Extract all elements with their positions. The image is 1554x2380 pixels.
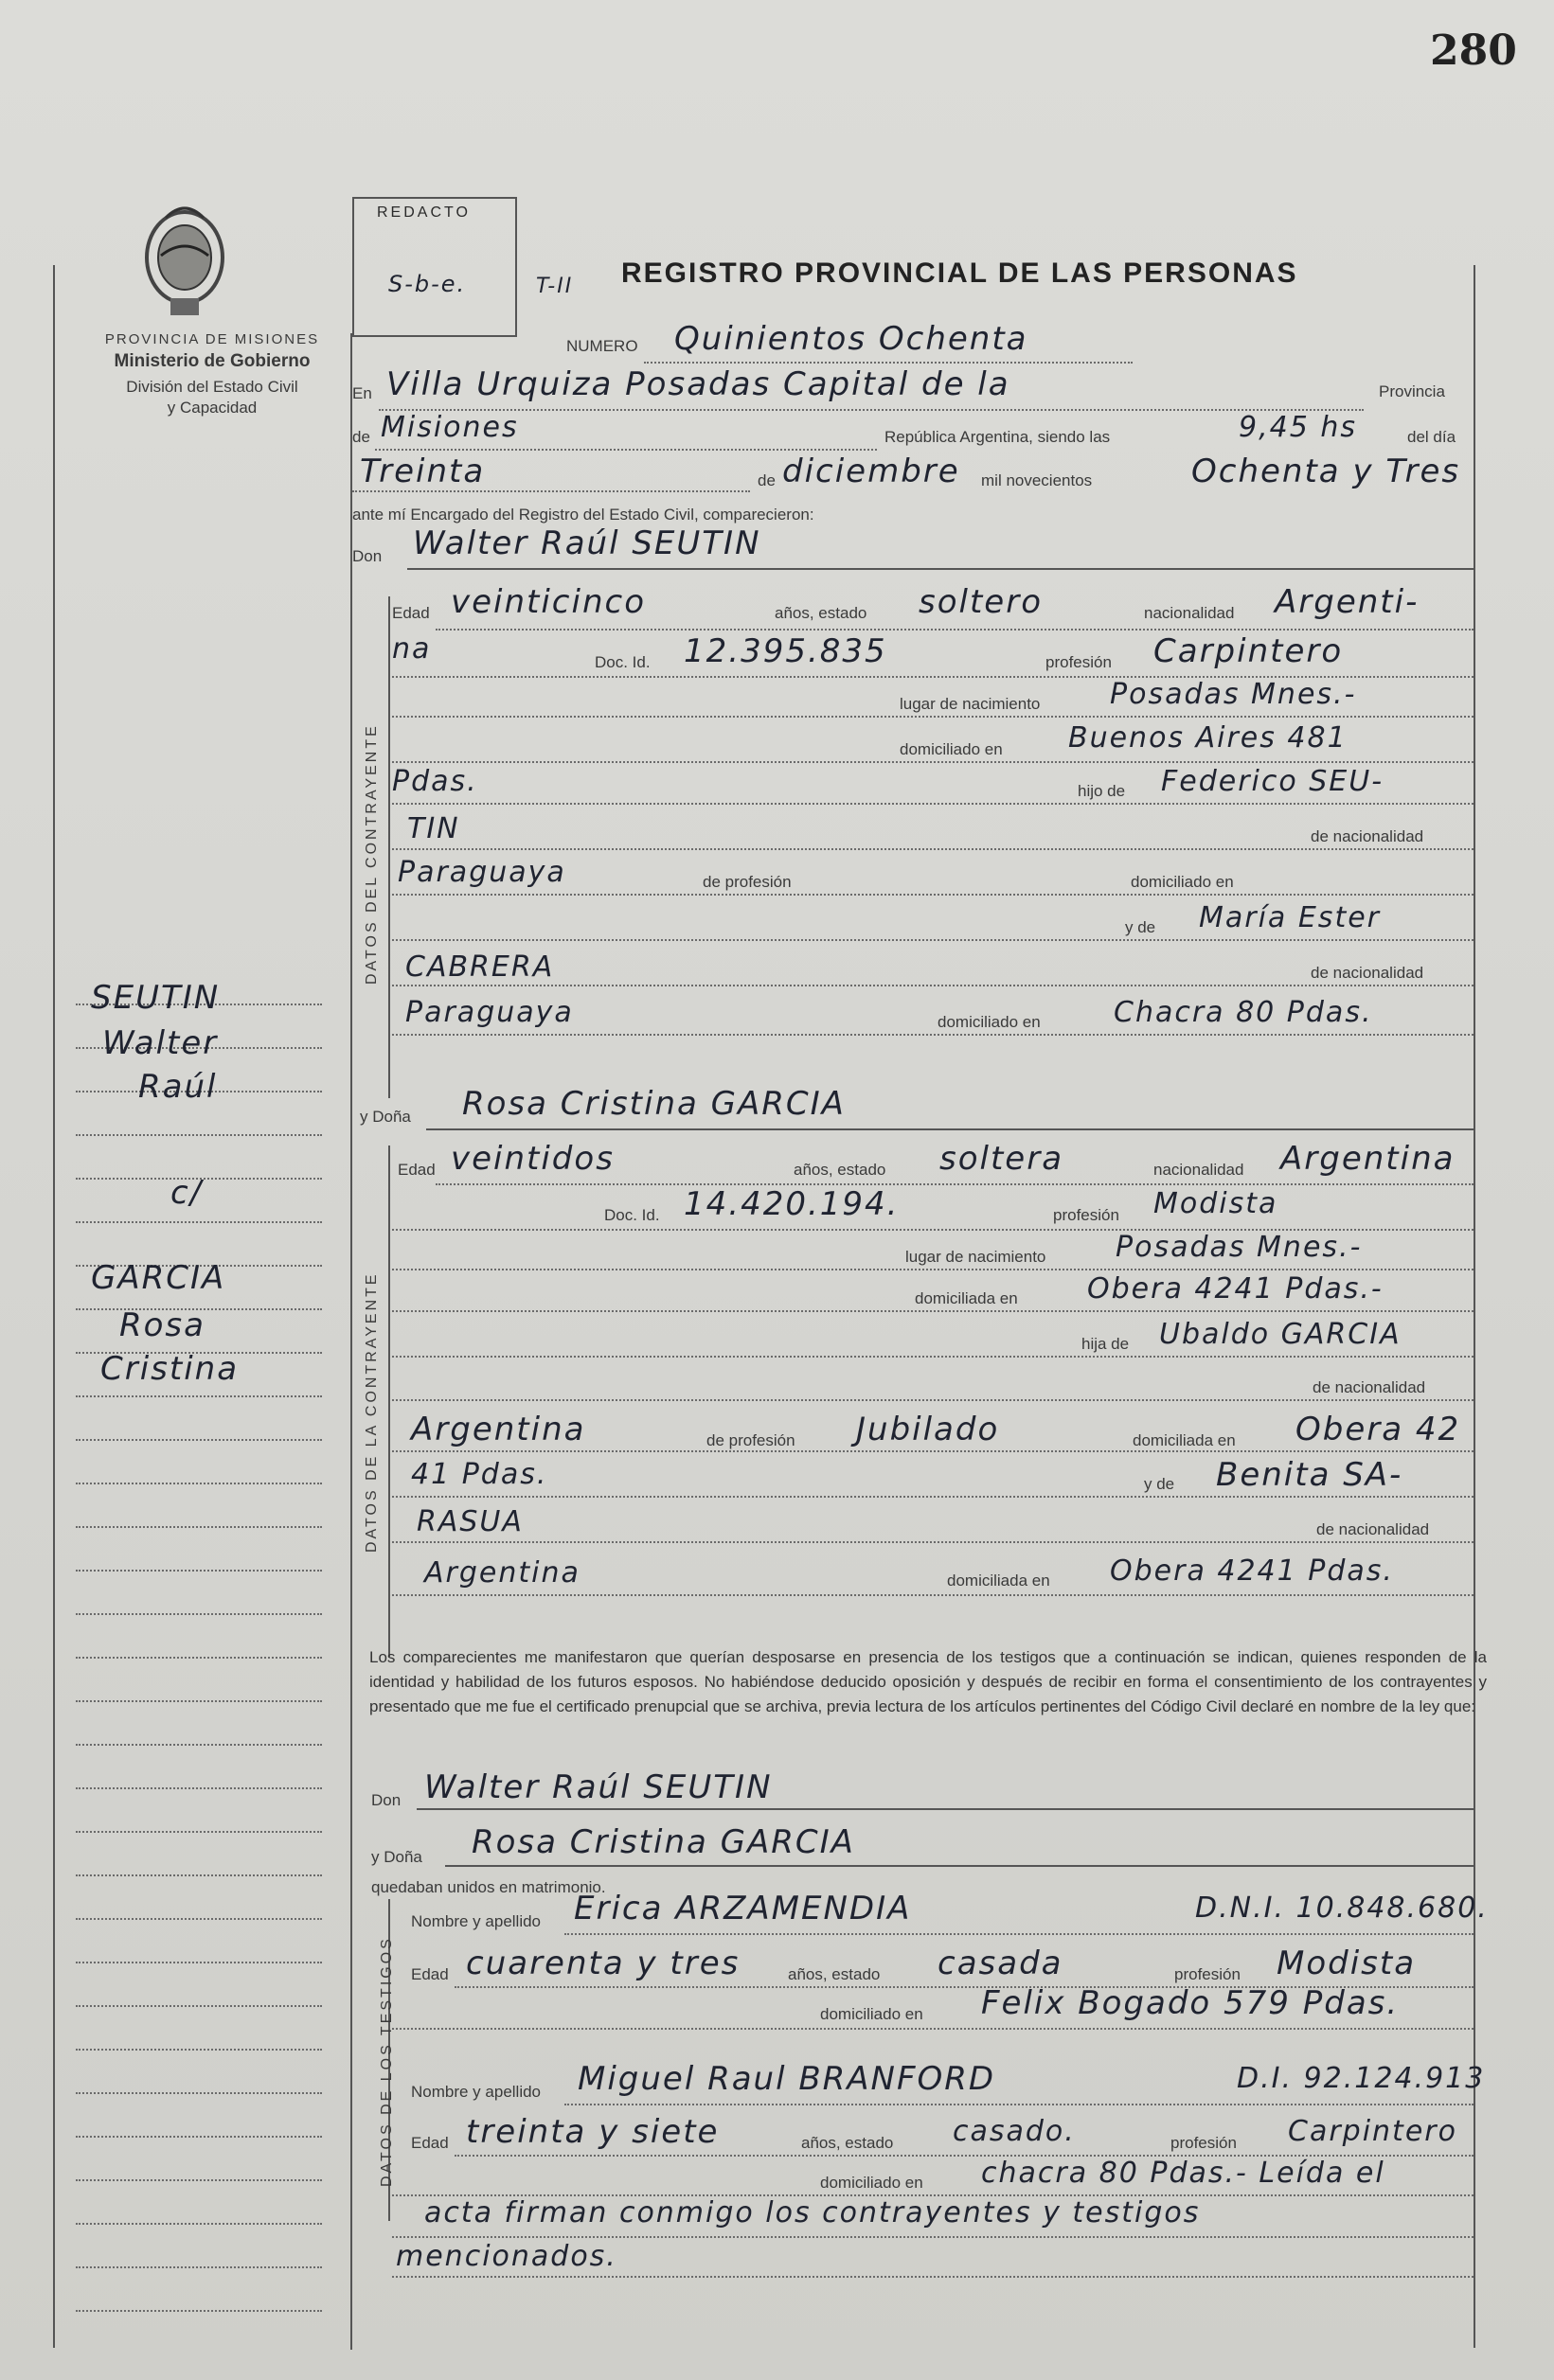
witness2-status: casado. (953, 2115, 1076, 2148)
margin-rule-line (76, 1657, 322, 1659)
witness1-age: cuarenta y tres (466, 1945, 741, 1982)
groom-doc: 12.395.835 (684, 632, 887, 670)
groom-profession: Carpintero (1153, 632, 1344, 670)
witness2-age: treinta y siete (466, 2113, 720, 2151)
w2-edad-label: Edad (411, 2134, 449, 2152)
redacto-label: REDACTO (377, 204, 471, 221)
provincia-label: Provincia (1379, 382, 1445, 400)
statement-don-label: Don (371, 1791, 402, 1809)
groom-status: soltero (919, 583, 1043, 621)
de-label: de (352, 428, 370, 446)
groom-father-nationality: Paraguaya (398, 856, 566, 889)
bride-nationality: Argentina (1280, 1140, 1456, 1178)
groom-lugar-label: lugar de nacimiento (900, 695, 1041, 713)
ante-text: ante mí Encargado del Registro del Estado Civil, comparecieron: (352, 506, 814, 524)
margin-rule-line (76, 1962, 322, 1963)
bride-y-de-label: y de (1144, 1475, 1175, 1493)
witness1-address: Felix Bogado 579 Pdas. (981, 1984, 1400, 2022)
margin-rule-line (76, 1483, 322, 1484)
groom-side-label: DATOS DEL CONTRAYENTE (364, 723, 380, 985)
groom-de-nac-label: de nacionalidad (1311, 827, 1424, 845)
statement-bride: Rosa Cristina GARCIA (472, 1823, 855, 1861)
act-number: Quinientos Ochenta (674, 320, 1028, 358)
margin-rule-line (76, 1744, 322, 1746)
bride-mother-address: Obera 4241 Pdas. (1110, 1554, 1394, 1588)
margin-with: c/ (170, 1174, 204, 1212)
don-label: Don (352, 547, 383, 565)
w1-dom-label: domiciliado en (820, 2005, 923, 2023)
margin-bride-surname: GARCIA (91, 1259, 226, 1297)
bride-birthplace: Posadas Mnes.- (1116, 1231, 1363, 1264)
act-day: Treinta (360, 453, 486, 490)
groom-doc-label: Doc. Id. (595, 653, 651, 671)
groom-nationality: Argenti- (1275, 583, 1420, 621)
bride-father-profession: Jubilado (856, 1411, 1000, 1448)
bride-mother-nac-label: de nacionalidad (1316, 1520, 1430, 1538)
groom-dom-label: domiciliado en (900, 740, 1003, 758)
groom-hijo-label: hijo de (1078, 782, 1126, 800)
groom-age: veinticinco (451, 583, 646, 621)
republica-label: República Argentina, siendo las (884, 428, 1111, 446)
margin-rule-line (76, 1613, 322, 1615)
w1-edad-label: Edad (411, 1965, 449, 1983)
margin-bride-second: Cristina (100, 1350, 240, 1388)
bride-status: soltera (939, 1140, 1064, 1178)
bride-anos-label: años, estado (794, 1161, 886, 1179)
statement-text: Los comparecientes me manifestaron que querían desposarse en presencia de los testigos que a continuación se indican, quienes responden de la identidad y habilidad de los futuros esposos. No habiéndose deducido oposición y después de recibir en forma el consentimiento de los contrayentes y presentado que me fue el certificado prenupcial que se archiva, previa lectura de los artículos pertinentes del Código Civil declaré en nombre de la ley que: (369, 1648, 1487, 1715)
bride-age: veintidos (451, 1140, 615, 1178)
bride-father-prof-label: de profesión (706, 1431, 795, 1449)
margin-rule-line (76, 1134, 322, 1136)
de-label-2: de (758, 471, 776, 489)
margin-rule-line (76, 1700, 322, 1702)
mil-label: mil novecientos (981, 471, 1093, 489)
bride-address: Obera 4241 Pdas.- (1087, 1272, 1384, 1305)
groom-y-de-label: y de (1125, 918, 1156, 936)
groom-mother-dom-label: domiciliado en (938, 1013, 1041, 1031)
witness1-name: Erica ARZAMENDIA (574, 1890, 912, 1927)
bride-mother-2: RASUA (417, 1505, 524, 1538)
bride-father-dom-label: domiciliada en (1133, 1431, 1236, 1449)
act-year: Ochenta y Tres (1191, 453, 1461, 490)
bride-mother-nationality: Argentina (424, 1556, 581, 1590)
province-name-value: Misiones (381, 411, 519, 444)
w1-prof-label: profesión (1174, 1965, 1241, 1983)
w2-dom-label: domiciliado en (820, 2174, 923, 2192)
bride-dom-label: domiciliada en (915, 1289, 1018, 1307)
groom-edad-label: Edad (392, 604, 430, 622)
statement-dona-label: y Doña (371, 1848, 422, 1866)
bride-mother-dom-label: domiciliada en (947, 1572, 1050, 1590)
groom-name: Walter Raúl SEUTIN (413, 524, 761, 562)
y-dona-label: y Doña (360, 1108, 411, 1126)
bride-nac-label: nacionalidad (1153, 1161, 1244, 1179)
w2-anos-label: años, estado (801, 2134, 894, 2152)
bride-name: Rosa Cristina GARCIA (462, 1085, 846, 1123)
margin-rule-line (76, 1526, 322, 1528)
w1-nombre-label: Nombre y apellido (411, 1912, 542, 1930)
groom-mother-nac-label: de nacionalidad (1311, 964, 1424, 982)
closing-line-1: acta firman conmigo los contrayentes y testigos (424, 2196, 1201, 2229)
act-month: diciembre (782, 453, 960, 490)
page-number: 280 (1430, 27, 1517, 75)
redacto-value: S-b-e. (388, 271, 467, 297)
document-title: REGISTRO PROVINCIAL DE LAS PERSONAS (621, 258, 1298, 289)
del-dia-label: del día (1407, 428, 1456, 446)
margin-rule-line (76, 2049, 322, 2051)
witness1-profession: Modista (1277, 1945, 1417, 1982)
margin-rule-line (76, 2005, 322, 2007)
margin-rule-line (76, 1570, 322, 1572)
act-hour: 9,45 hs (1239, 411, 1357, 444)
witness2-address: chacra 80 Pdas.- Leída el (981, 2157, 1385, 2190)
groom-birthplace: Posadas Mnes.- (1110, 678, 1357, 711)
margin-rule-line (76, 1874, 322, 1876)
bride-hija-label: hija de (1081, 1335, 1130, 1353)
groom-address: Buenos Aires 481 (1068, 721, 1348, 755)
groom-mother-nationality: Paraguaya (405, 996, 574, 1029)
ministry-name: Ministerio de Gobierno (114, 351, 311, 371)
division-name: División del Estado Civil (126, 378, 298, 396)
groom-mother: María Ester (1199, 901, 1381, 934)
margin-rule-line (76, 2266, 322, 2268)
division-name-2: y Capacidad (167, 399, 258, 417)
groom-father-prof-label: de profesión (703, 873, 792, 891)
margin-second: Raúl (138, 1068, 218, 1106)
margin-rule-line (76, 2179, 322, 2181)
margin-rule-line (76, 2223, 322, 2225)
groom-nationality-2: na (392, 632, 432, 666)
witness2-profession: Carpintero (1288, 2115, 1457, 2148)
provincial-seal-icon (133, 199, 237, 322)
bride-prof-label: profesión (1053, 1206, 1119, 1224)
w1-anos-label: años, estado (788, 1965, 881, 1983)
witness2-name: Miguel Raul BRANFORD (578, 2060, 996, 2098)
statement-quedaban: quedaban unidos en matrimonio. (371, 1878, 606, 1896)
numero-label: NUMERO (566, 337, 638, 355)
province-name: PROVINCIA DE MISIONES (104, 331, 320, 347)
margin-rule-line (76, 1918, 322, 1920)
w2-nombre-label: Nombre y apellido (411, 2083, 542, 2101)
redacto-box (352, 197, 517, 337)
groom-father-2: TIN (407, 812, 460, 845)
margin-first: Walter (102, 1024, 219, 1062)
corner-mark: T-II (536, 275, 574, 298)
bride-profession: Modista (1153, 1187, 1278, 1220)
margin-rule-line (76, 2136, 322, 2138)
bride-father: Ubaldo GARCIA (1159, 1318, 1402, 1351)
groom-mother-address: Chacra 80 Pdas. (1114, 996, 1373, 1029)
margin-rule-line (76, 2310, 322, 2312)
bride-doc: 14.420.194. (684, 1185, 900, 1223)
bride-edad-label: Edad (398, 1161, 436, 1179)
margin-rule-line (76, 1831, 322, 1833)
act-place: Villa Urquiza Posadas Capital de la (386, 365, 1010, 403)
bride-father-address: Obera 42 (1295, 1411, 1461, 1448)
groom-nac-label: nacionalidad (1144, 604, 1235, 622)
bride-lugar-label: lugar de nacimiento (905, 1248, 1046, 1266)
bride-side-label: DATOS DE LA CONTRAYENTE (364, 1271, 380, 1553)
bride-father-nationality: Argentina (411, 1411, 586, 1448)
margin-rule-line (76, 1787, 322, 1789)
bride-father-address-2: 41 Pdas. (411, 1458, 548, 1491)
witness2-doc: D.I. 92.124.913 (1237, 2062, 1486, 2095)
groom-prof-label: profesión (1045, 653, 1112, 671)
groom-father: Federico SEU- (1161, 765, 1384, 798)
groom-anos-label: años, estado (775, 604, 867, 622)
witness1-doc: D.N.I. 10.848.680. (1195, 1892, 1489, 1925)
bride-mother: Benita SA- (1216, 1456, 1403, 1494)
en-label: En (352, 384, 372, 402)
groom-mother-2: CABRERA (405, 950, 555, 984)
w2-prof-label: profesión (1170, 2134, 1237, 2152)
witness1-status: casada (938, 1945, 1063, 1982)
bride-doc-label: Doc. Id. (604, 1206, 660, 1224)
witnesses-side-label: DATOS DE LOS TESTIGOS (379, 1936, 395, 2187)
margin-surname: SEUTIN (91, 979, 221, 1017)
statement-groom: Walter Raúl SEUTIN (424, 1768, 773, 1806)
margin-rule-line (76, 1439, 322, 1441)
closing-line-2: mencionados. (396, 2240, 617, 2273)
margin-rule-line (76, 1395, 322, 1397)
groom-father-dom-label: domiciliado en (1131, 873, 1234, 891)
margin-bride-first: Rosa (119, 1306, 205, 1344)
bride-de-nac-label: de nacionalidad (1313, 1378, 1426, 1396)
groom-address-2: Pdas. (392, 765, 478, 798)
margin-rule-line (76, 1221, 322, 1223)
margin-rule-line (76, 2092, 322, 2094)
